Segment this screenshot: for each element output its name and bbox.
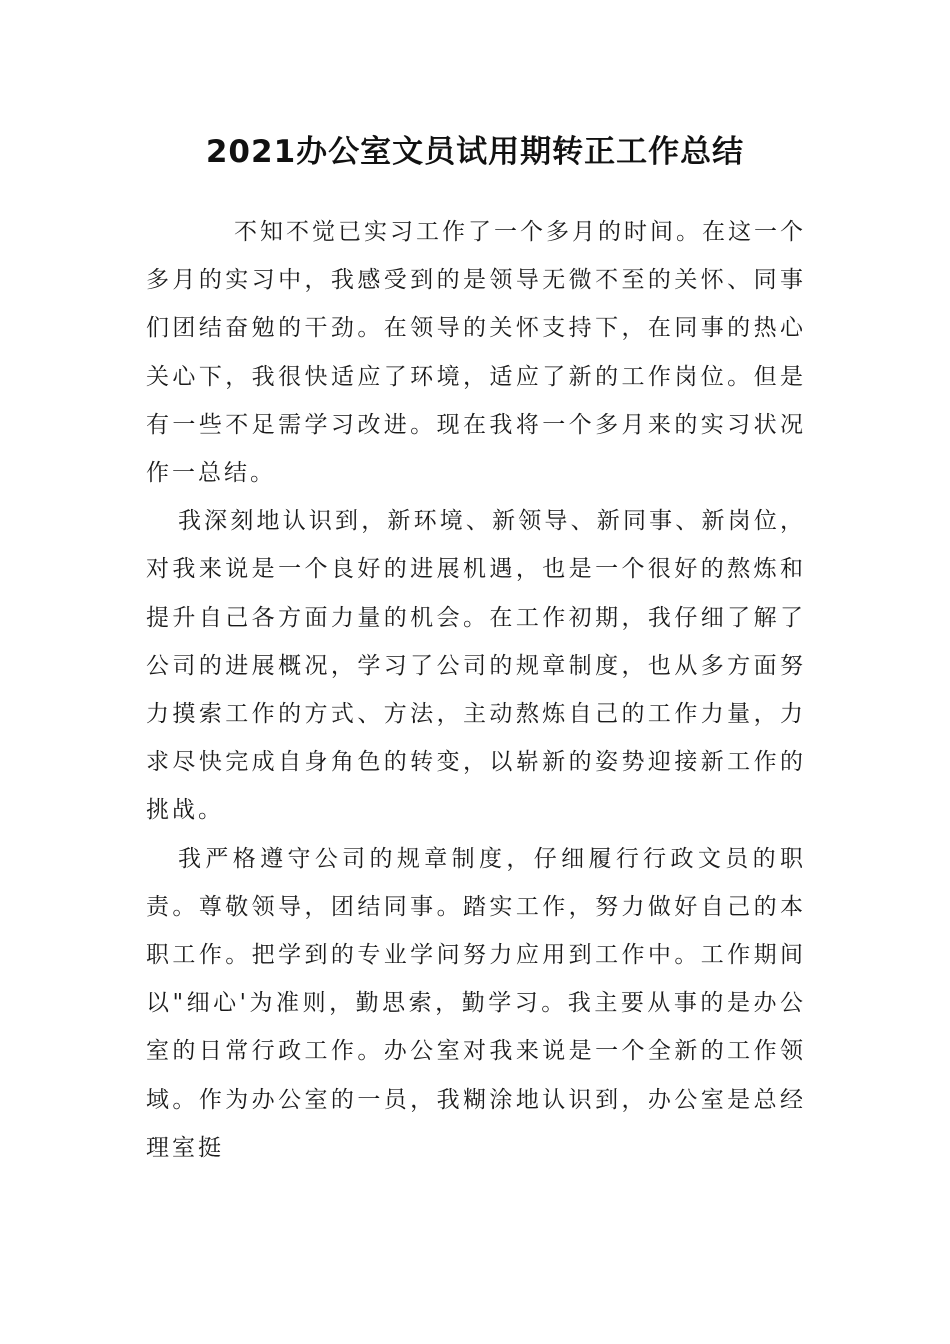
document-body	[146, 208, 806, 1172]
paragraph-1: 不知不觉已实习工作了一个多月的时间。在这一个多月的实习中，我感受到的是领导无微不至的关怀、同事们团结奋勉的干劲。在领导的关怀支持下，在同事的热心关心下，我很快适应了环境，适应了新的工作岗位。但是有一些不足需学习改进。现在我将一个多月来的实习状况作一总结。	[146, 219, 806, 487]
paragraph-2: 我深刻地认识到，新环境、新领导、新同事、新岗位，对我来说是一个良好的进展机遇，也是一个很好的熬炼和提升自己各方面力量的机会。在工作初期，我仔细了解了公司的进展概况，学习了公司的规章制度，也从多方面努力摸索工作的方式、方法，主动熬炼自己的工作力量，力求尽快完成自身角色的转变，以崭新的姿势迎接新工作的挑战。	[146, 508, 806, 824]
document-title: 2021办公室文员试用期转正工作总结	[205, 134, 745, 170]
paragraph-3: 我严格遵守公司的规章制度，仔细履行行政文员的职责。尊敬领导，团结同事。踏实工作，努力做好自己的本职工作。把学到的专业学问努力应用到工作中。工作期间以"细心'为准则，勤思索，勤学习。我主要从事的是办公室的日常行政工作。办公室对我来说是一个全新的工作领域。作为办公室的一员，我糊涂地认识到，办公室是总经理室挺	[146, 845, 806, 1161]
